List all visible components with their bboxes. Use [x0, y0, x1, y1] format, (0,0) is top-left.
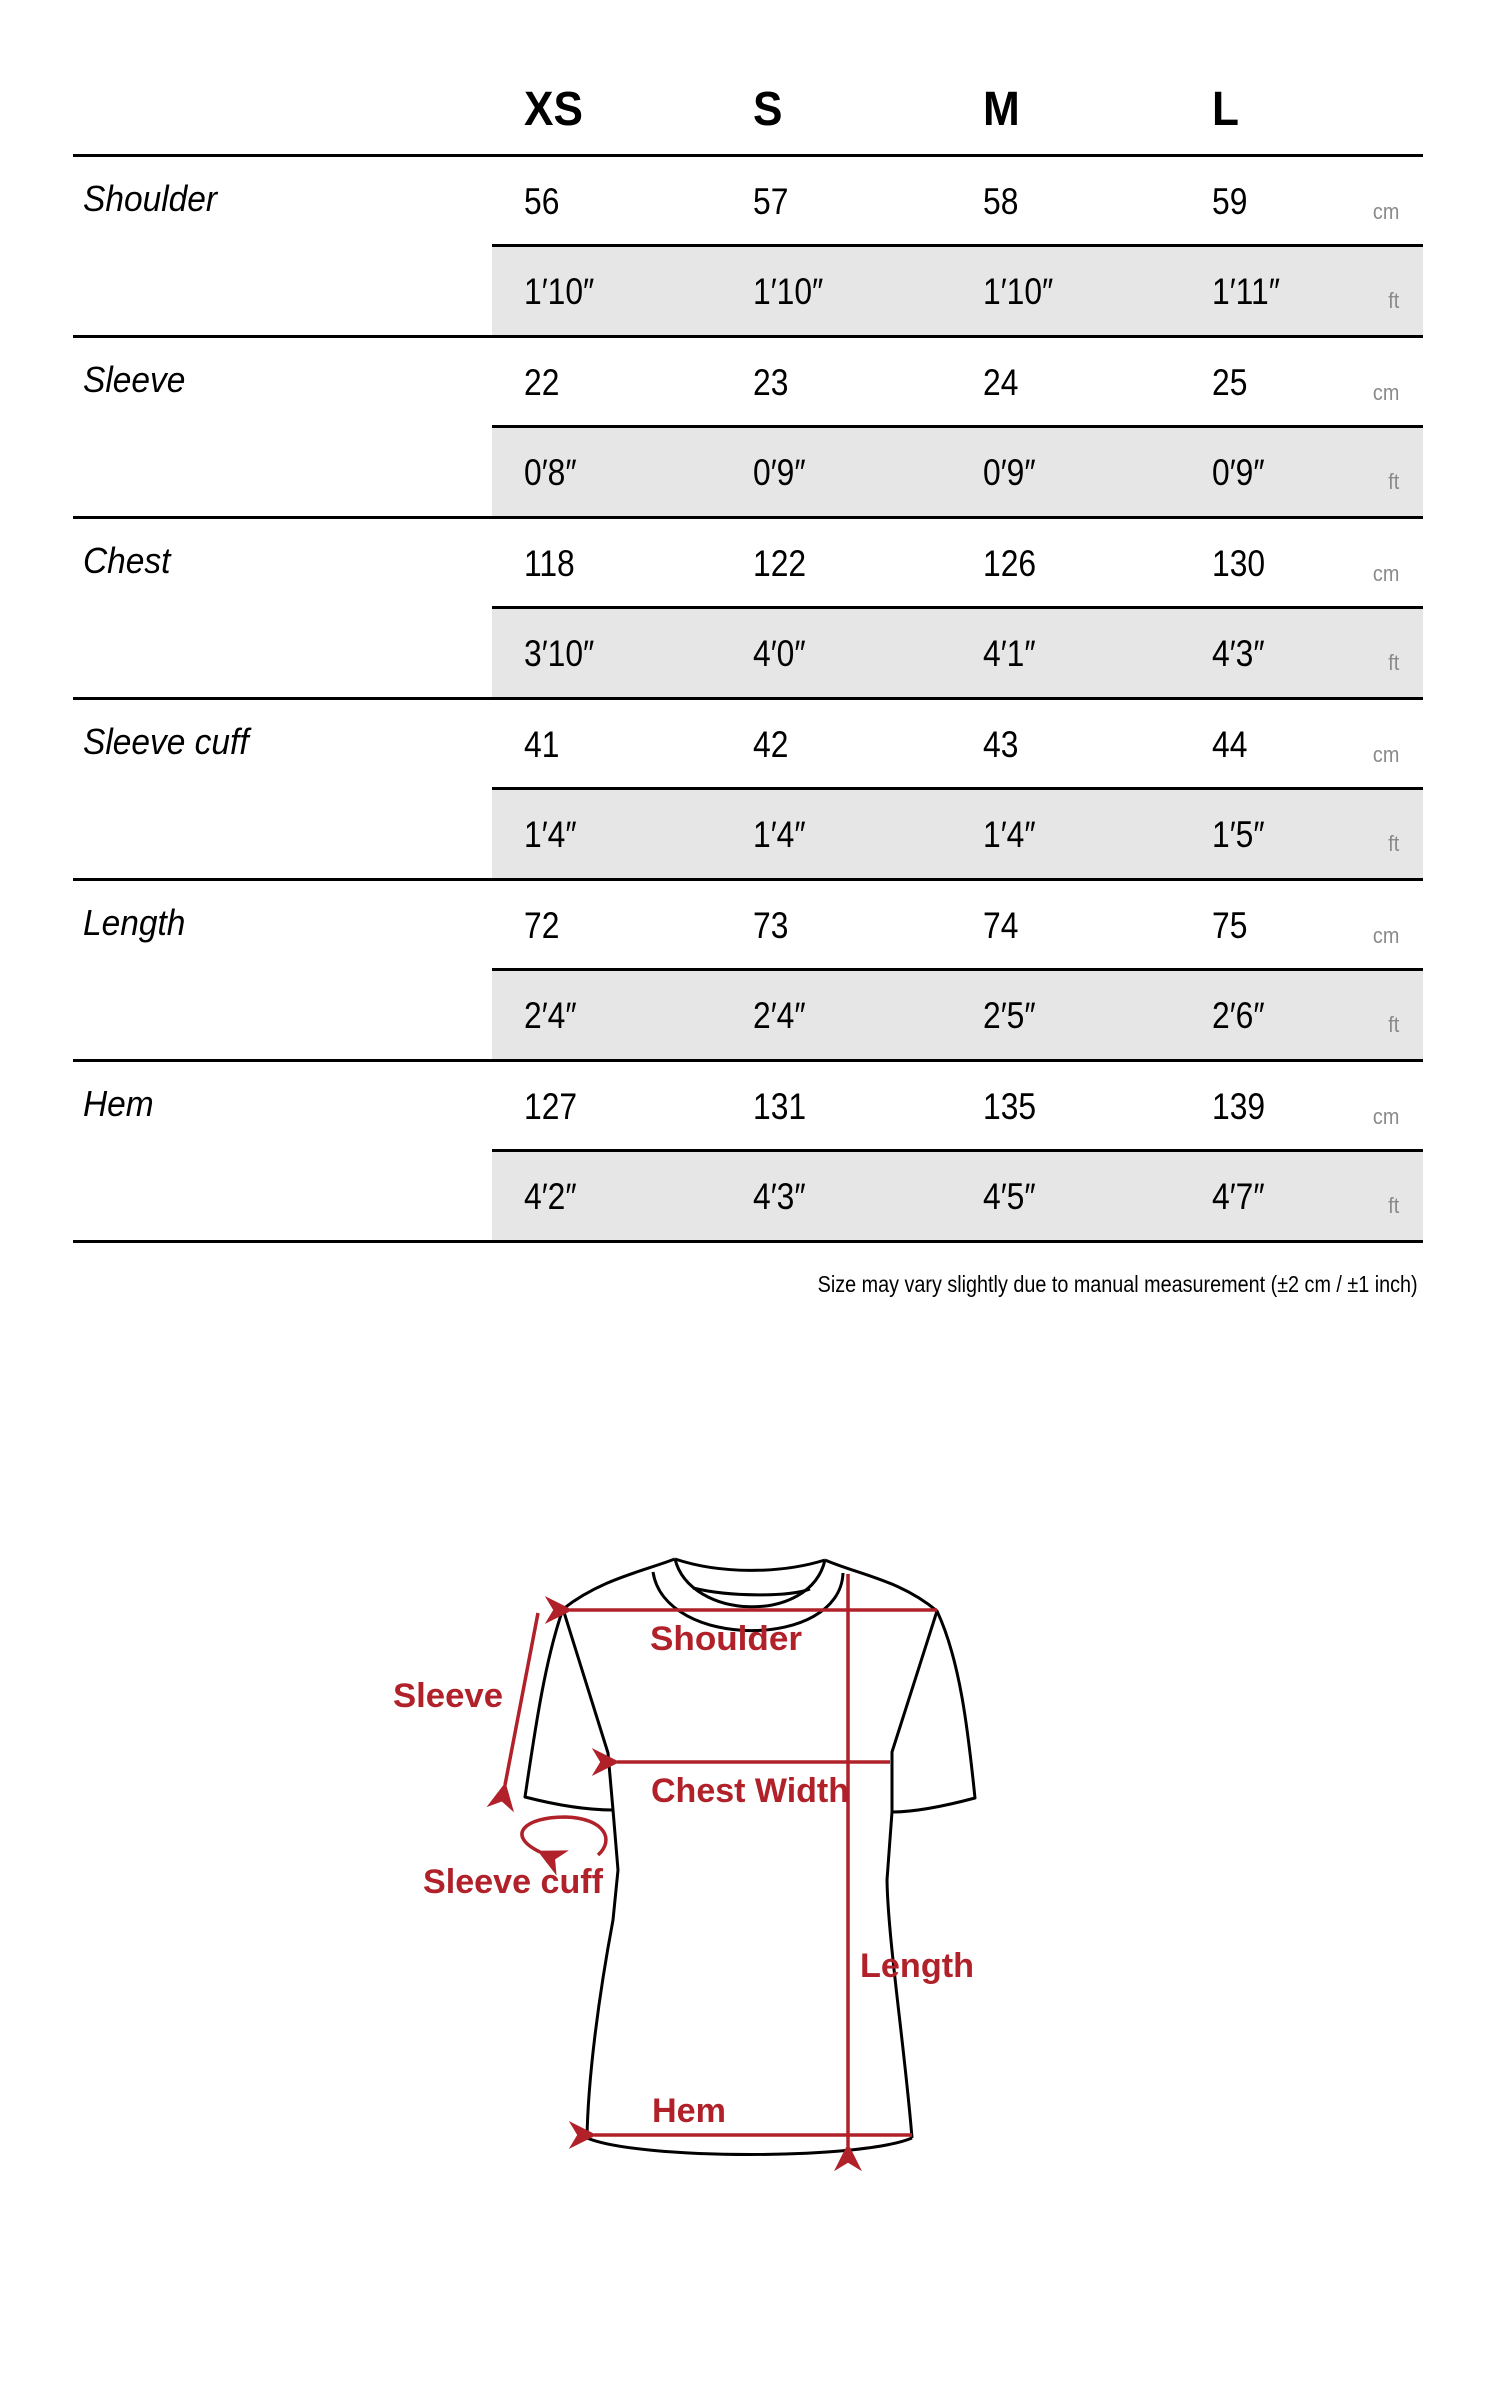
ft-value: 4′2″ — [524, 1176, 577, 1217]
cm-value: 58 — [983, 181, 1019, 222]
measurement-label: Hem — [83, 1083, 154, 1124]
row-divider — [73, 878, 1423, 881]
imperial-row-bg — [492, 1151, 1423, 1241]
size-header-xs: XS — [524, 83, 583, 136]
size-header-m: M — [983, 83, 1020, 136]
ft-value: 1′10″ — [983, 271, 1054, 312]
ft-value: 1′5″ — [1212, 814, 1265, 855]
measurement-label: Shoulder — [83, 178, 218, 219]
sleeve-cuff-arrow — [522, 1817, 606, 1855]
cm-value: 126 — [983, 543, 1037, 584]
label-length: Length — [860, 1947, 974, 1985]
ft-value: 4′3″ — [753, 1176, 806, 1217]
imperial-row-bg — [492, 246, 1423, 336]
cm-value: 56 — [524, 181, 560, 222]
label-chest-width: Chest Width — [651, 1772, 849, 1810]
measurement-label: Length — [83, 902, 186, 943]
imperial-row-bg — [492, 789, 1423, 879]
row-divider — [73, 516, 1423, 519]
cm-value: 42 — [753, 724, 789, 765]
row-divider — [73, 697, 1423, 700]
unit-ft: ft — [1387, 831, 1399, 856]
cm-value: 25 — [1212, 362, 1248, 403]
cm-value: 74 — [983, 905, 1019, 946]
collar-band — [693, 1588, 810, 1595]
imperial-row-bg — [492, 427, 1423, 517]
measurement-arrows — [505, 1574, 937, 2146]
row-divider — [73, 335, 1423, 338]
ft-value: 2′4″ — [753, 995, 806, 1036]
row-subdivider — [492, 1149, 1423, 1152]
cm-value: 130 — [1212, 543, 1266, 584]
unit-ft: ft — [1387, 288, 1399, 313]
unit-cm: cm — [1372, 561, 1399, 586]
ft-value: 1′4″ — [524, 814, 577, 855]
cm-value: 57 — [753, 181, 789, 222]
unit-ft: ft — [1387, 1012, 1399, 1037]
ft-value: 3′10″ — [524, 633, 595, 674]
cm-value: 127 — [524, 1086, 578, 1127]
unit-ft: ft — [1387, 1193, 1399, 1218]
cm-value: 139 — [1212, 1086, 1266, 1127]
cm-value: 118 — [524, 543, 575, 584]
cm-value: 75 — [1212, 905, 1248, 946]
cm-value: 23 — [753, 362, 789, 403]
ft-value: 1′11″ — [1212, 271, 1280, 312]
label-sleeve-cuff: Sleeve cuff — [423, 1863, 604, 1901]
shirt-right-body — [887, 1611, 937, 2138]
cm-value: 41 — [524, 724, 560, 765]
cm-value: 135 — [983, 1086, 1037, 1127]
ft-value: 1′10″ — [524, 271, 595, 312]
unit-ft: ft — [1387, 469, 1399, 494]
row-subdivider — [492, 968, 1423, 971]
ft-value: 4′3″ — [1212, 633, 1265, 674]
size-header-s: S — [753, 83, 783, 136]
row-divider — [73, 1240, 1423, 1243]
ft-value: 2′4″ — [524, 995, 577, 1036]
ft-value: 4′1″ — [983, 633, 1036, 674]
ft-value: 1′4″ — [983, 814, 1036, 855]
measurement-label: Chest — [83, 540, 171, 581]
ft-value: 0′8″ — [524, 452, 577, 493]
cm-value: 122 — [753, 543, 807, 584]
cm-value: 43 — [983, 724, 1019, 765]
ft-value: 4′5″ — [983, 1176, 1036, 1217]
unit-cm: cm — [1372, 742, 1399, 767]
ft-value: 0′9″ — [983, 452, 1036, 493]
cm-value: 24 — [983, 362, 1019, 403]
label-sleeve: Sleeve — [393, 1677, 503, 1715]
header-divider — [73, 154, 1423, 157]
unit-ft: ft — [1387, 650, 1399, 675]
measurement-label: Sleeve — [83, 359, 186, 400]
unit-cm: cm — [1372, 199, 1399, 224]
imperial-row-bg — [492, 608, 1423, 698]
row-subdivider — [492, 244, 1423, 247]
ft-value: 0′9″ — [1212, 452, 1265, 493]
ft-value: 2′6″ — [1212, 995, 1265, 1036]
ft-value: 1′10″ — [753, 271, 824, 312]
sleeve-arrow — [505, 1613, 538, 1785]
collar-back — [675, 1559, 825, 1570]
shirt-hem — [587, 2138, 912, 2155]
cm-value: 44 — [1212, 724, 1248, 765]
ft-value: 1′4″ — [753, 814, 806, 855]
size-header-l: L — [1212, 83, 1239, 136]
ft-value: 4′0″ — [753, 633, 806, 674]
unit-cm: cm — [1372, 923, 1399, 948]
cm-value: 73 — [753, 905, 789, 946]
imperial-row-bg — [492, 970, 1423, 1060]
ft-value: 0′9″ — [753, 452, 806, 493]
label-hem: Hem — [652, 2092, 726, 2130]
tshirt-diagram — [0, 1500, 1500, 2260]
measurement-note: Size may vary slightly due to manual measurement (±2 cm / ±1 inch) — [818, 1271, 1418, 1297]
cm-value: 72 — [524, 905, 560, 946]
measurement-label: Sleeve cuff — [83, 721, 249, 762]
label-shoulder: Shoulder — [650, 1620, 802, 1658]
unit-cm: cm — [1372, 1104, 1399, 1129]
ft-value: 2′5″ — [983, 995, 1036, 1036]
row-subdivider — [492, 787, 1423, 790]
cm-value: 131 — [753, 1086, 807, 1127]
row-divider — [73, 1059, 1423, 1062]
cm-value: 59 — [1212, 181, 1248, 222]
ft-value: 4′7″ — [1212, 1176, 1265, 1217]
cm-value: 22 — [524, 362, 560, 403]
unit-cm: cm — [1372, 380, 1399, 405]
row-subdivider — [492, 606, 1423, 609]
row-subdivider — [492, 425, 1423, 428]
